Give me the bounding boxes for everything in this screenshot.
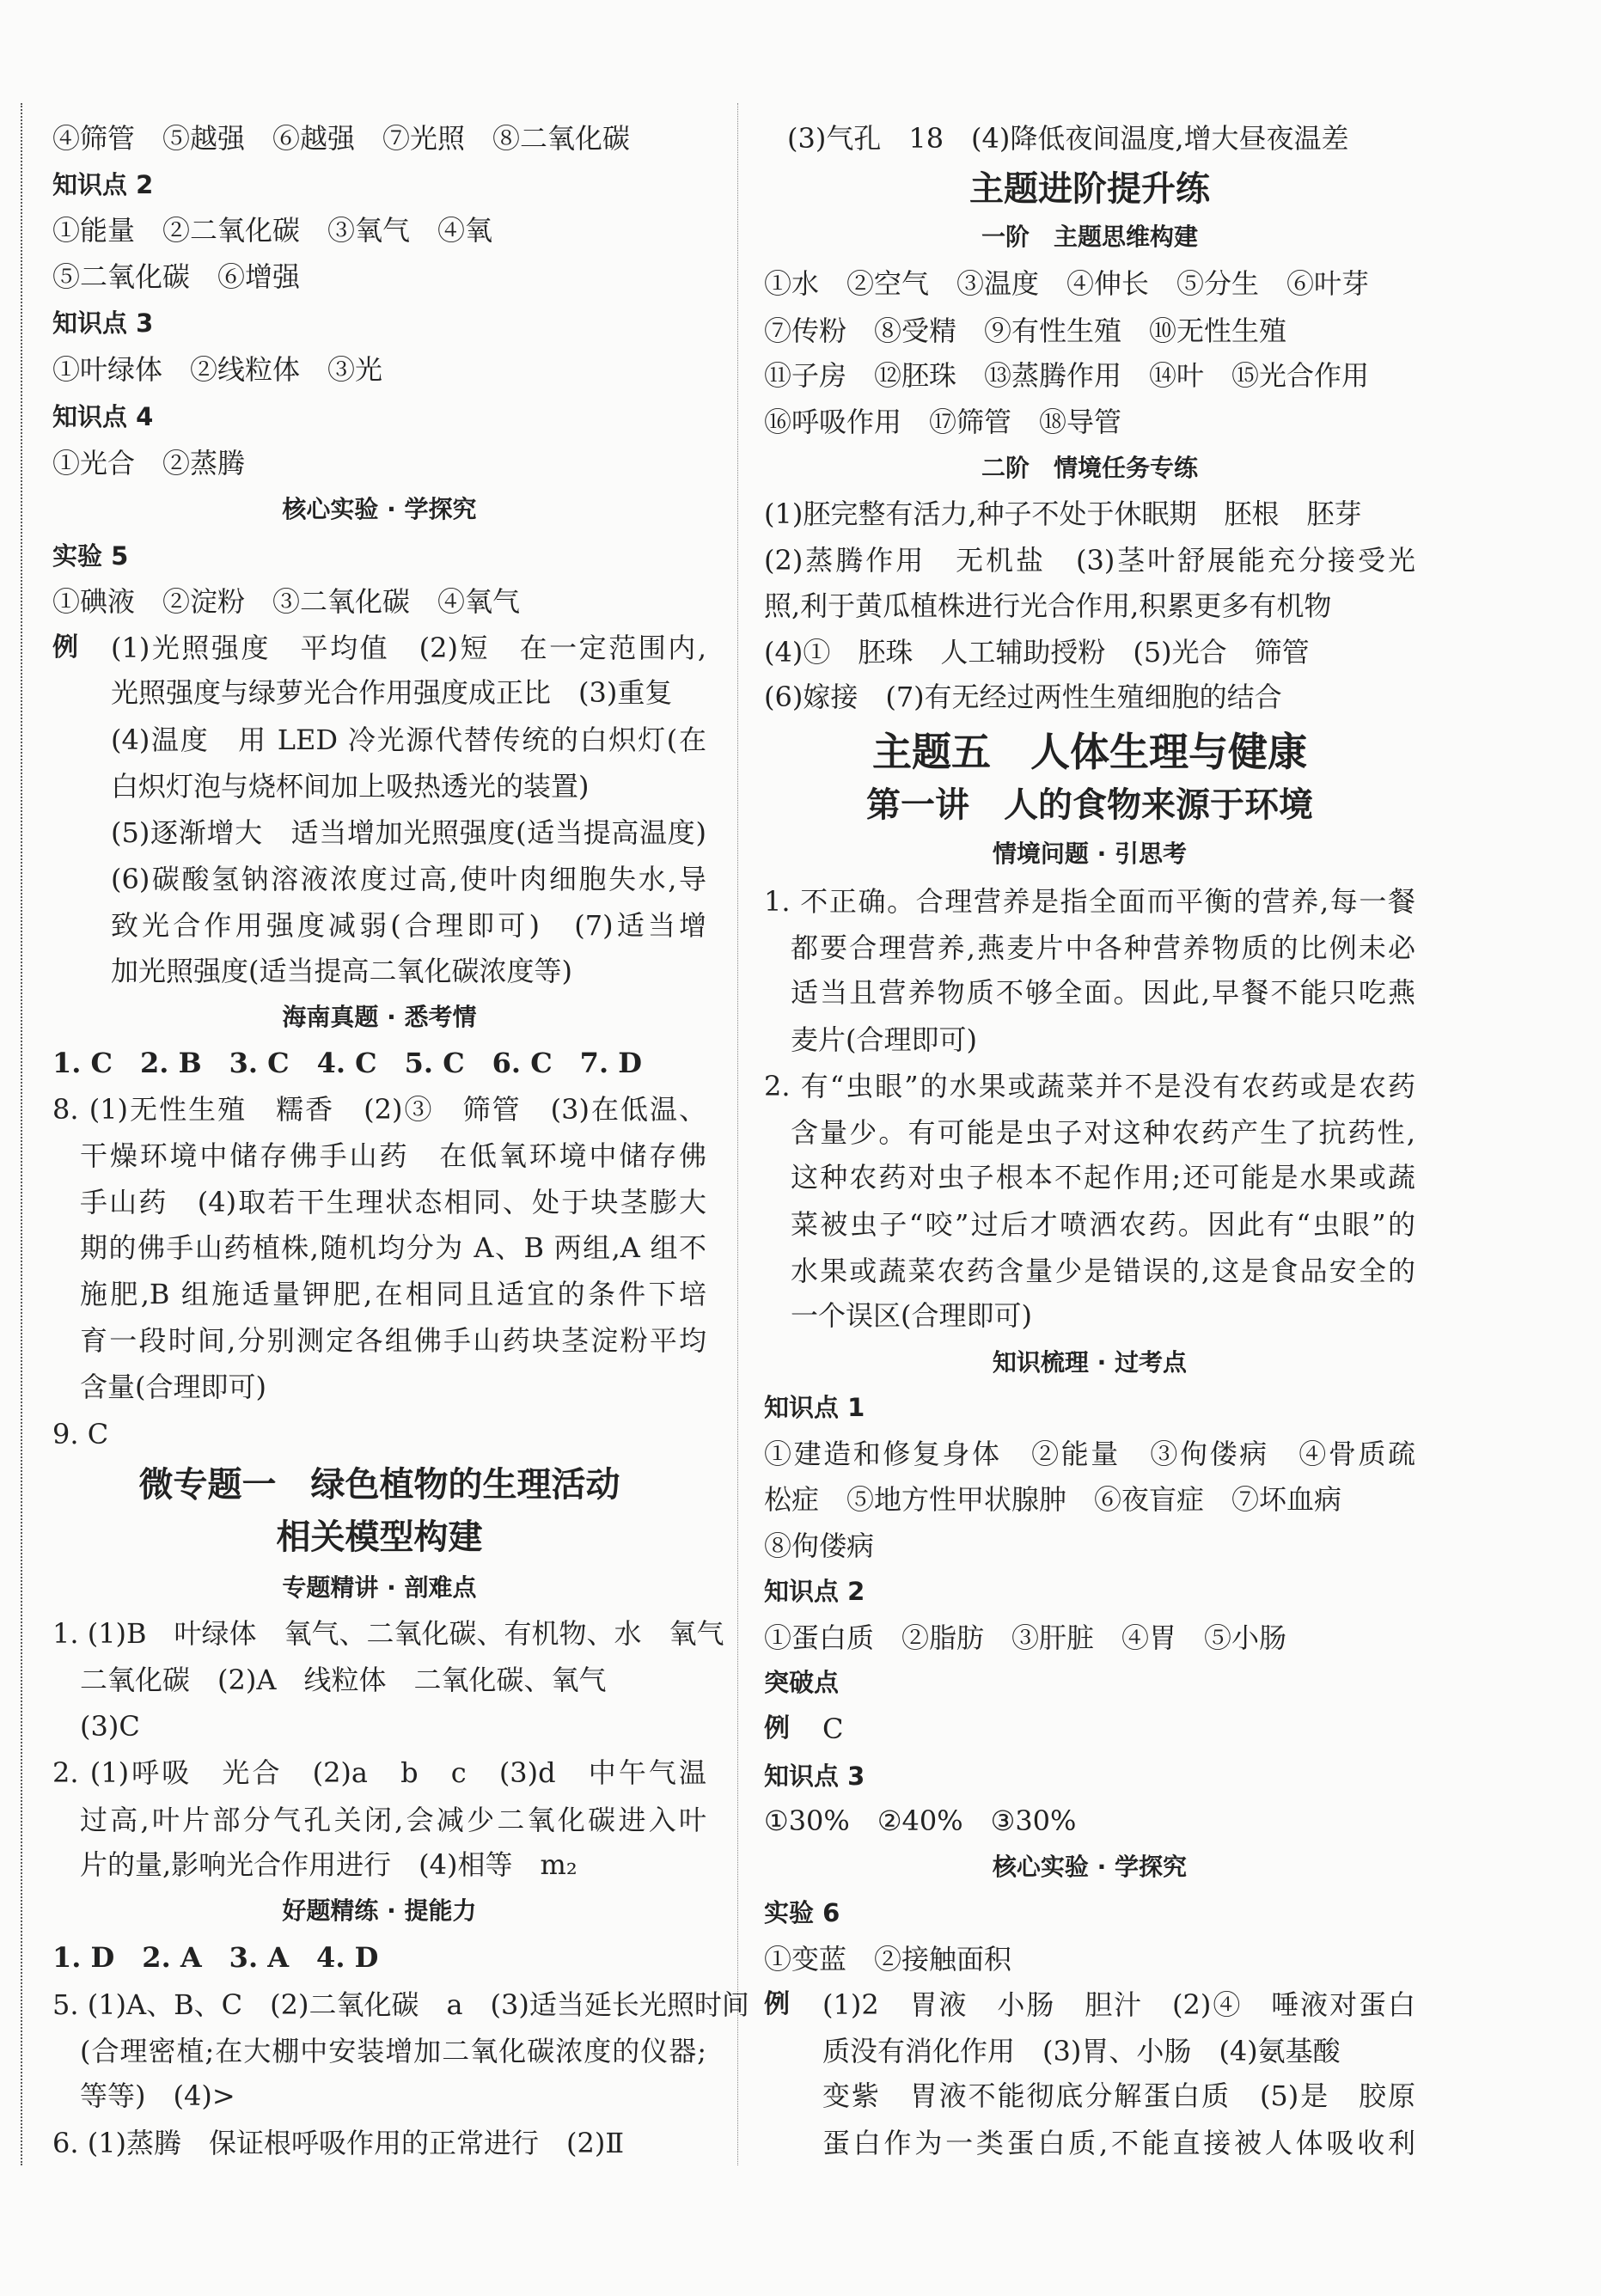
section-heading: 二阶 情境任务专练: [981, 454, 1198, 482]
example-line: 加光照强度(适当提高二氧化碳浓度等): [111, 955, 572, 987]
answer-line: 水果或蔬菜农药含量少是错误的,这是食品安全的: [791, 1255, 1415, 1287]
theme-title: 主题五 人体生理与健康: [872, 729, 1307, 775]
example-line: (1)光照强度 平均值 (2)短 在一定范围内,: [111, 632, 706, 664]
answer-line: 片的量,影响光合作用进行 (4)相等 m₂: [80, 1848, 577, 1881]
section-heading: 知识梳理 · 过考点: [992, 1348, 1188, 1377]
example-label: 例: [52, 632, 78, 663]
answer-line: (3)C: [80, 1710, 140, 1743]
example-line: 光照强度与绿萝光合作用强度成正比 (3)重复: [111, 676, 673, 709]
example-line: (4)温度 用 LED 冷光源代替传统的白炽灯(在: [111, 724, 706, 756]
answer-line: 期的佛手山药植株,随机均分为 A、B 两组,A 组不: [80, 1231, 706, 1264]
answer-line: ⑦传粉 ⑧受精 ⑨有性生殖 ⑩无性生殖: [764, 314, 1287, 347]
example-line: 白炽灯泡与烧杯间加上吸热透光的装置): [111, 770, 590, 803]
answer-line: ①30% ②40% ③30%: [764, 1804, 1077, 1837]
knowledge-point-heading: 知识点 3: [52, 308, 154, 338]
section-heading: 一阶 主题思维构建: [981, 223, 1198, 251]
answer-line: (合理密植;在大棚中安装增加二氧化碳浓度的仪器;: [80, 2035, 706, 2067]
answer-line: 1. (1)B 叶绿体 氧气、二氧化碳、有机物、水 氧气: [52, 1617, 724, 1650]
section-heading: 专题精讲 · 剖难点: [282, 1573, 477, 1602]
topic-title: 微专题一 绿色植物的生理活动: [138, 1465, 620, 1505]
section-heading: 核心实验 · 学探究: [992, 1853, 1188, 1881]
knowledge-point-heading: 知识点 2: [52, 170, 154, 199]
topic-title: 主题进阶提升练: [969, 169, 1210, 209]
knowledge-point-heading: 知识点 3: [764, 1762, 865, 1791]
example-line: (6)碳酸氢钠溶液浓度过高,使叶肉细胞失水,导: [111, 863, 706, 895]
answer-line: 等等) (4)>: [80, 2079, 235, 2112]
example-line: 质没有消化作用 (3)胃、小肠 (4)氨基酸: [822, 2035, 1341, 2067]
section-heading: 好题精练 · 提能力: [282, 1896, 477, 1925]
example-label: 例: [764, 1713, 790, 1743]
answer-line: 1. 不正确。合理营养是指全面而平衡的营养,每一餐: [764, 885, 1415, 918]
answer-line: ④筛管 ⑤越强 ⑥越强 ⑦光照 ⑧二氧化碳: [52, 122, 631, 155]
answer-line: ①能量 ②二氧化碳 ③氧气 ④氧: [52, 214, 493, 247]
answer-line: ①水 ②空气 ③温度 ④伸长 ⑤分生 ⑥叶芽: [764, 267, 1370, 300]
answer-line: 二氧化碳 (2)A 线粒体 二氧化碳、氧气: [80, 1664, 607, 1696]
answer-line: 含量少。有可能是虫子对这种农药产生了抗药性,: [791, 1116, 1415, 1149]
answer-line: (4)① 胚珠 人工辅助授粉 (5)光合 筛管: [764, 636, 1310, 669]
example-line: 蛋白作为一类蛋白质,不能直接被人体吸收利: [822, 2127, 1415, 2159]
lecture-title: 第一讲 人的食物来源于环境: [866, 785, 1313, 825]
answer-line: 麦片(合理即可): [791, 1023, 977, 1056]
answer-line: (2)蒸腾作用 无机盐 (3)茎叶舒展能充分接受光: [764, 544, 1415, 577]
example-label: 例: [764, 1989, 790, 2019]
knowledge-point-heading: 知识点 2: [764, 1577, 865, 1606]
section-heading: 情境问题 · 引思考: [992, 840, 1188, 868]
answer-line: ⑪子房 ⑫胚珠 ⑬蒸腾作用 ⑭叶 ⑮光合作用: [764, 359, 1370, 392]
left-margin-dotted-line: [21, 103, 22, 2165]
answer-line: 松症 ⑤地方性甲状腺肿 ⑥夜盲症 ⑦坏血病: [764, 1483, 1342, 1516]
example-line: (5)逐渐增大 适当增加光照强度(适当提高温度): [111, 816, 706, 849]
answer-line: 育一段时间,分别测定各组佛手山药块茎淀粉平均: [80, 1324, 706, 1357]
answer-line: 9. C: [52, 1418, 109, 1450]
experiment-heading: 实验 5: [52, 541, 129, 571]
answer-line: 一个误区(合理即可): [791, 1299, 1032, 1332]
answer-line: 5. (1)A、B、C (2)二氧化碳 a (3)适当延长光照时间: [52, 1988, 749, 2021]
answer-line: 2. 有“虫眼”的水果或蔬菜并不是没有农药或是农药: [764, 1070, 1415, 1102]
answer-line: 这种农药对虫子根本不起作用;还可能是水果或蔬: [791, 1161, 1415, 1194]
example-line: 变紫 胃液不能彻底分解蛋白质 (5)是 胶原: [822, 2079, 1415, 2112]
answer-line: 手山药 (4)取若干生理状态相同、处于块茎膨大: [80, 1186, 706, 1218]
answer-line: ⑯呼吸作用 ⑰筛管 ⑱导管: [764, 406, 1122, 438]
answer-line: ①叶绿体 ②线粒体 ③光: [52, 353, 383, 386]
answer-line: ①碘液 ②淀粉 ③二氧化碳 ④氧气: [52, 585, 521, 618]
answer-line: (6)嫁接 (7)有无经过两性生殖细胞的结合: [764, 681, 1282, 713]
section-heading: 海南真题 · 悉考情: [282, 1003, 477, 1031]
answer-line: 过高,叶片部分气孔关闭,会减少二氧化碳进入叶: [80, 1804, 706, 1836]
example-answer: C: [822, 1713, 844, 1745]
answer-line: (1)胚完整有活力,种子不处于休眠期 胚根 胚芽: [764, 498, 1362, 530]
answer-line: 6. (1)蒸腾 保证根呼吸作用的正常进行 (2)Ⅱ: [52, 2127, 625, 2159]
answer-line: 1. D 2. A 3. A 4. D: [52, 1941, 379, 1974]
example-line: 致光合作用强度减弱(合理即可) (7)适当增: [111, 909, 706, 942]
answer-line: 菜被虫子“咬”过后才喷洒农药。因此有“虫眼”的: [791, 1208, 1415, 1241]
answer-line: 8. (1)无性生殖 糯香 (2)③ 筛管 (3)在低温、: [52, 1093, 706, 1126]
answer-line: 2. (1)呼吸 光合 (2)a b c (3)d 中午气温: [52, 1756, 706, 1789]
answer-line: ⑤二氧化碳 ⑥增强: [52, 260, 301, 293]
answer-line: ⑧佝偻病: [764, 1530, 875, 1562]
topic-title: 相关模型构建: [276, 1517, 483, 1557]
example-line: (1)2 胃液 小肠 胆汁 (2)④ 唾液对蛋白: [822, 1988, 1415, 2021]
answer-line: 1. C 2. B 3. C 4. C 5. C 6. C 7. D: [52, 1047, 642, 1079]
answer-line: 施肥,B 组施适量钾肥,在相同且适宜的条件下培: [80, 1278, 706, 1310]
answer-line: 适当且营养物质不够全面。因此,早餐不能只吃燕: [791, 976, 1415, 1009]
answer-line: 都要合理营养,燕麦片中各种营养物质的比例未必: [791, 931, 1415, 964]
answer-line: ①光合 ②蒸腾: [52, 447, 246, 479]
experiment-heading: 实验 6: [764, 1898, 840, 1927]
answer-line: ①变蓝 ②接触面积: [764, 1943, 1012, 1975]
answer-line: (3)气孔 18 (4)降低夜间温度,增大昼夜温差: [787, 122, 1349, 155]
answer-line: ①建造和修复身体 ②能量 ③佝偻病 ④骨质疏: [764, 1438, 1415, 1470]
section-heading: 核心实验 · 学探究: [282, 495, 477, 523]
knowledge-point-heading: 知识点 4: [52, 402, 154, 431]
breakthrough-heading: 突破点: [764, 1668, 840, 1697]
column-divider: [737, 103, 738, 2165]
answer-line: 干燥环境中储存佛手山药 在低氧环境中储存佛: [80, 1139, 706, 1172]
answer-line: 含量(合理即可): [80, 1371, 266, 1403]
knowledge-point-heading: 知识点 1: [764, 1393, 865, 1422]
answer-line: 照,利于黄瓜植株进行光合作用,积累更多有机物: [764, 589, 1332, 622]
answer-line: ①蛋白质 ②脂肪 ③肝脏 ④胃 ⑤小肠: [764, 1621, 1287, 1654]
